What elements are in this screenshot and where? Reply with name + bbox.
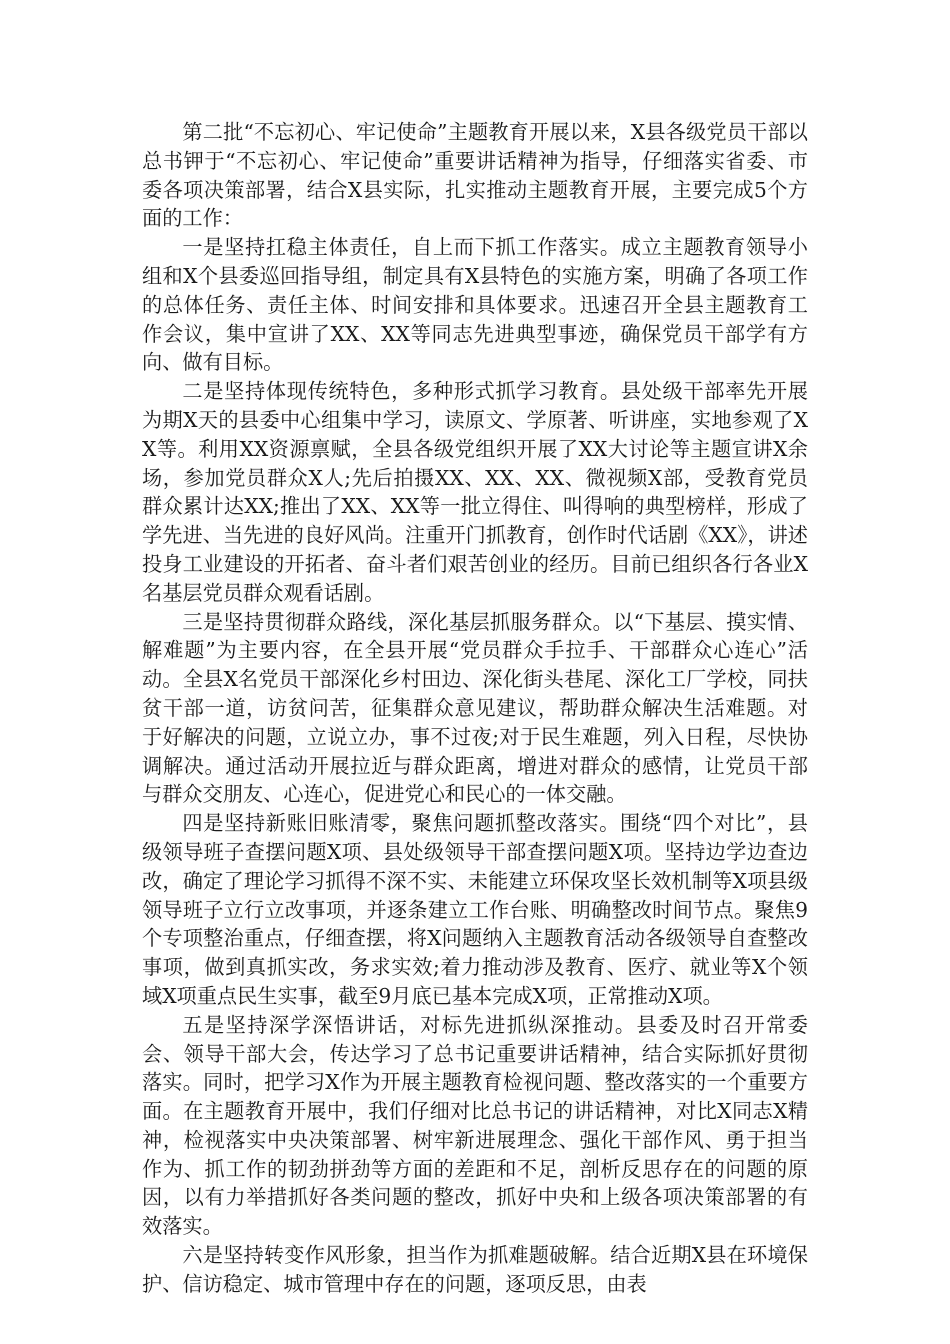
- paragraph-item-1: 一是坚持扛稳主体责任，自上而下抓工作落实。成立主题教育领导小组和X个县委巡回指导组，制定具有X县特色的实施方案，明确了各项工作的总体任务、责任主体、时间安排和具体要求。迅速召开全县主题教育工作会议，集中宣讲了XX、XX等同志先进典型事迹，确保党员干部学有方向、做有目标。: [142, 235, 808, 375]
- paragraph-item-3: 三是坚持贯彻群众路线，深化基层抓服务群众。以“下基层、摸实情、解难题”为主要内容，在全县开展“党员群众手拉手、干部群众心连心”活动。全县X名党员干部深化乡村田边、深化街头巷尾、深化工厂学校，同扶贫干部一道，访贫问苦，征集群众意见建议，帮助群众解决生活难题。对于好解决的问题，立说立办，事不过夜;对于民生难题，列入日程，尽快协调解决。通过活动开展拉近与群众距离，增进对群众的感情，让党员干部与群众交朋友、心连心，促进党心和民心的一体交融。: [142, 609, 808, 807]
- document-body: [142, 118, 808, 1299]
- paragraph-item-4: 四是坚持新账旧账清零，聚焦问题抓整改落实。围绕“四个对比”，县级领导班子查摆问题X项、县处级领导干部查摆问题X项。坚持边学边查边改，确定了理论学习抓得不深不实、未能建立环保攻坚长效机制等X项县级领导班子立行立改事项，并逐条建立工作台账、明确整改时间节点。聚焦9个专项整治重点，仔细查摆，将X问题纳入主题教育活动各级领导自查整改事项，做到真抓实改，务求实效;着力推动涉及教育、医疗、就业等X个领域X项重点民生实事，截至9月底已基本完成X项，正常推动X项。: [142, 811, 808, 1008]
- paragraph-item-6: 六是坚持转变作风形象，担当作为抓难题破解。结合近期X县在环境保护、信访稳定、城市管理中存在的问题，逐项反思，由表: [142, 1243, 808, 1296]
- paragraph-item-2: 二是坚持体现传统特色，多种形式抓学习教育。县处级干部率先开展为期X天的县委中心组集中学习，读原文、学原著、听讲座，实地参观了XX等。利用XX资源禀赋，全县各级党组织开展了XX大讨论等主题宣讲X余场，参加党员群众X人;先后拍摄XX、XX、XX、微视频X部，受教育党员群众累计达XX;推出了XX、XX等一批立得住、叫得响的典型榜样，形成了学先进、当先进的良好风尚。注重开门抓教育，创作时代话剧《XX》，讲述投身工业建设的开拓者、奋斗者们艰苦创业的经历。目前已组织各行各业X名基层党员群众观看话剧。: [142, 379, 808, 605]
- paragraph-intro: 第二批“不忘初心、牢记使命”主题教育开展以来，X县各级党员干部以总书钾于“不忘初心、牢记使命”重要讲话精神为指导，仔细落实省委、市委各项决策部署，结合X县实际，扎实推动主题教育开展，主要完成5个方面的工作：: [142, 120, 808, 231]
- paragraph-item-5: 五是坚持深学深悟讲话，对标先进抓纵深推动。县委及时召开常委会、领导干部大会，传达学习了总书记重要讲话精神，结合实际抓好贯彻落实。同时，把学习X作为开展主题教育检视问题、整改落实的一个重要方面。在主题教育开展中，我们仔细对比总书记的讲话精神，对比X同志X精神，检视落实中央决策部署、树牢新进展理念、强化干部作风、勇于担当作为、抓工作的韧劲拼劲等方面的差距和不足，剖析反思存在的问题的原因，以有力举措抓好各类问题的整改，抓好中央和上级各项决策部署的有效落实。: [142, 1012, 808, 1239]
